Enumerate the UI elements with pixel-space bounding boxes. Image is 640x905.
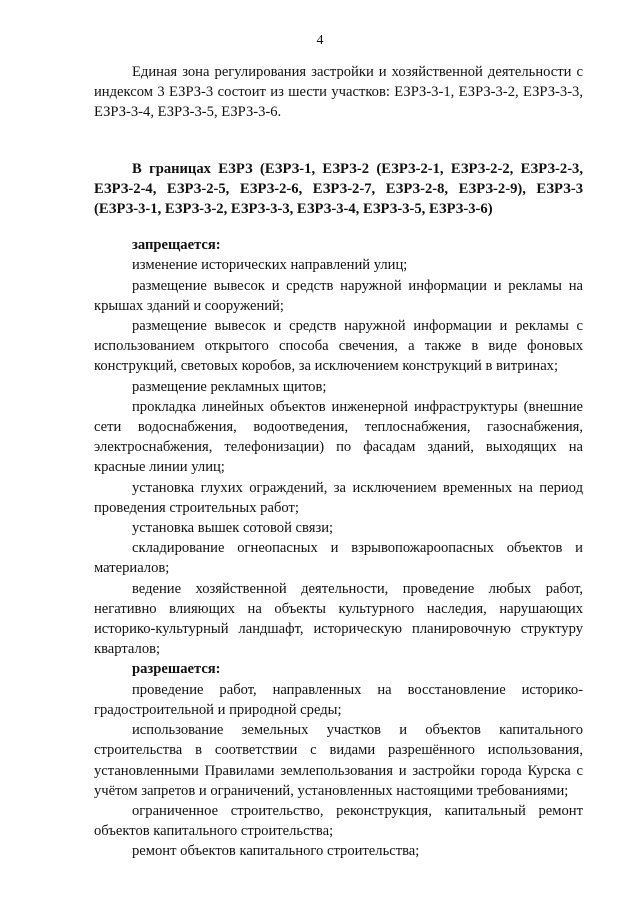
prohibited-item: изменение исторических направлений улиц; [132,257,408,274]
prohibited-item: установка глухих ограждений, за исключением временных на период проведения строительных работ; [94,479,583,516]
spacer [94,123,583,159]
document-body [94,62,583,862]
prohibited-label: запрещается: [132,237,221,254]
permitted-item: ограниченное строительство, реконструкция, капитальный ремонт объектов капитального строительства; [94,802,583,840]
page-number: 4 [316,33,324,48]
prohibited-item: размещение вывесок и средств наружной информации и рекламы на крышах зданий и сооружений; [94,277,583,314]
prohibited-item: размещение рекламных щитов; [132,378,327,395]
permitted-label: разрешается: [132,661,221,678]
prohibited-item: прокладка линейных объектов инженерной инфраструктуры (внешние сети водоснабжения, водоотведения, теплоснабжения, газоснабжения, электроснабжения, телефонизации) по фасадам зданий, выходящих на красные линии улиц; [94,398,583,476]
permitted-item: использование земельных участков и объектов капитального строительства в соответствии с видами разрешённого использования, установленными Правилами землепользования и застройки города Курска с учётом запретов и ограничений, установленных настоящими требованиями; [94,722,583,799]
prohibited-item: ведение хозяйственной деятельности, проведение любых работ, негативно влияющих на объекты культурного наследия, нарушающих историко-культурный ландшафт, историческую планировочную структуру кварталов; [94,580,583,658]
intro-paragraph: Единая зона регулирования застройки и хозяйственной деятельности с индексом 3 ЕЗРЗ-3 состоит из шести участков: ЕЗРЗ-3-1, ЕЗРЗ-3-2, ЕЗРЗ-3-3, ЕЗРЗ-3-4, ЕЗРЗ-3-5, ЕЗРЗ-3-6. [94,64,583,121]
prohibited-item: складирование огнеопасных и взрывопожароопасных объектов и материалов; [94,540,583,577]
prohibited-item: установка вышек сотовой связи; [132,520,334,537]
prohibited-item: размещение вывесок и средств наружной информации и рекламы с использованием открытого способа свечения, а также в виде фоновых конструкций, световых коробов, за исключением конструкций в витринах; [94,318,583,375]
permitted-item: проведение работ, направленных на восстановление историко-градостроительной и природной среды; [94,681,583,718]
permitted-item: ремонт объектов капитального строительства; [132,843,420,860]
section-heading: В границах ЕЗРЗ (ЕЗРЗ-1, ЕЗРЗ-2 (ЕЗРЗ-2-1, ЕЗРЗ-2-2, ЕЗРЗ-2-3, ЕЗРЗ-2-4, ЕЗРЗ-2-5, ЕЗРЗ-2-6, ЕЗРЗ-2-7, ЕЗРЗ-2-8, ЕЗРЗ-2-9), ЕЗРЗ-3 (ЕЗРЗ-3-1, ЕЗРЗ-3-2, ЕЗРЗ-3-3, ЕЗРЗ-3-4, ЕЗРЗ-3-5, ЕЗРЗ-3-6) [94,160,583,218]
spacer [94,219,583,235]
